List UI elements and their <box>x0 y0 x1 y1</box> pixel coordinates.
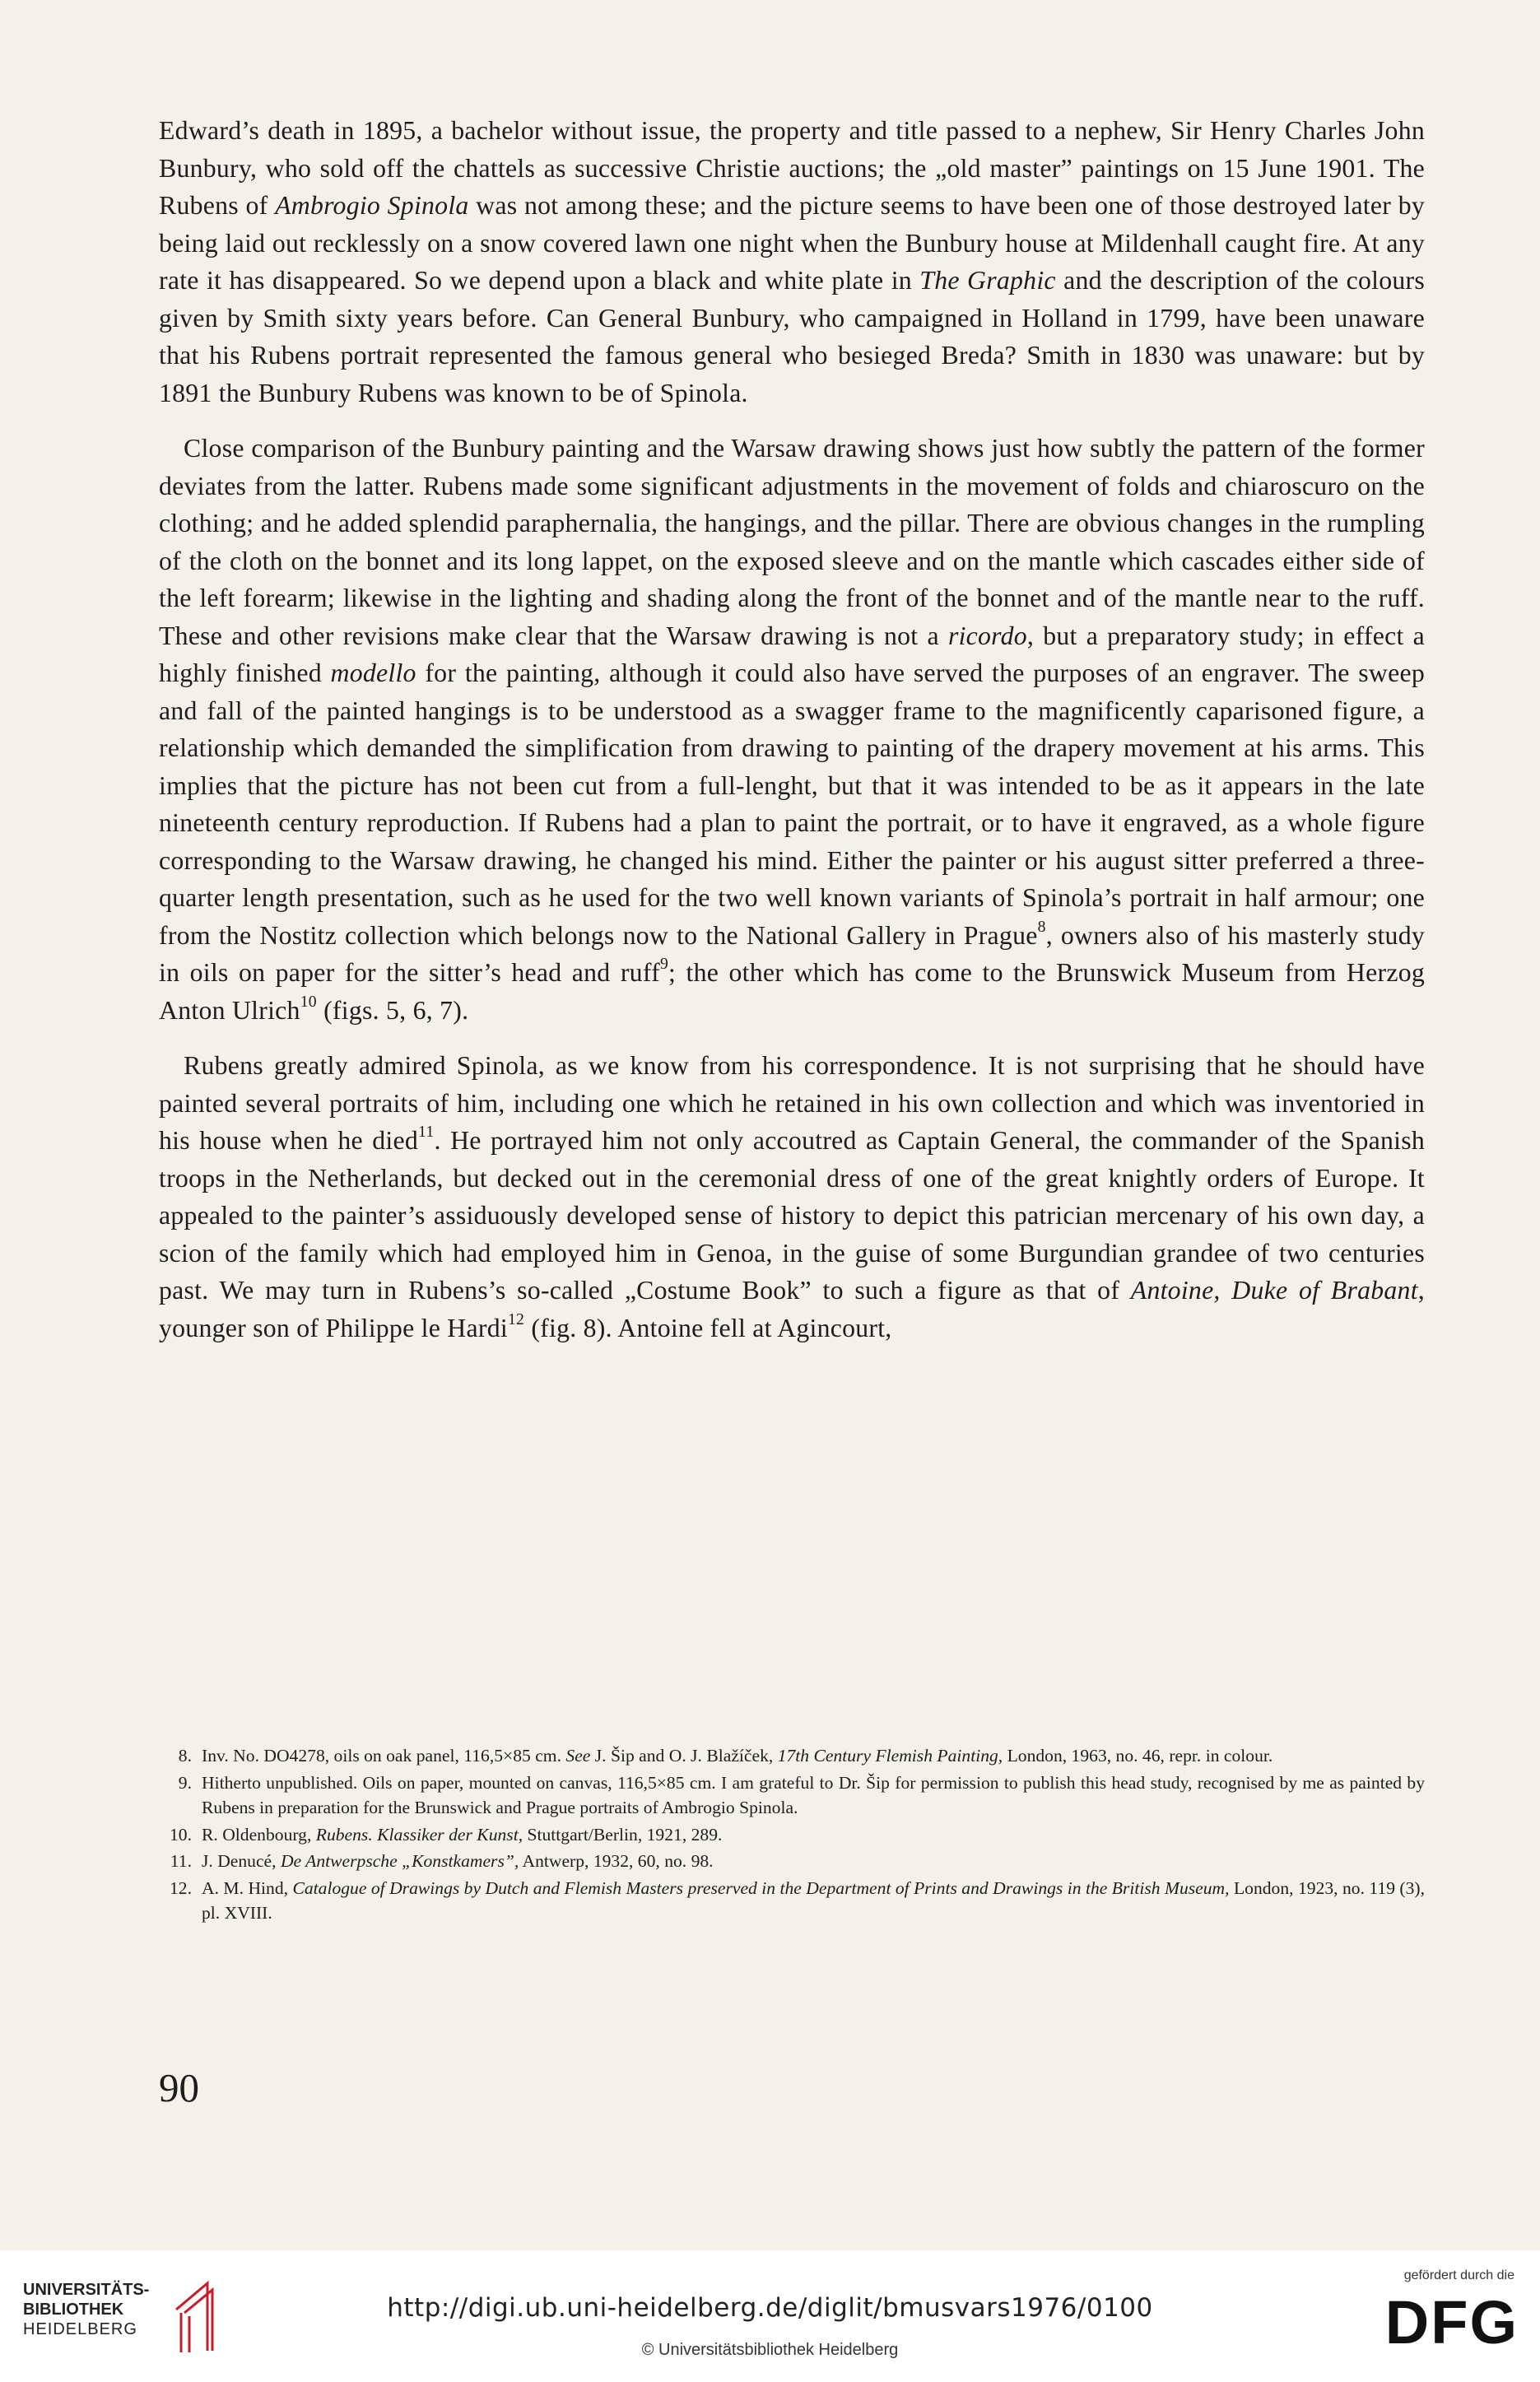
footnote-8: 8. Inv. No. DO4278, oils on oak panel, 116,5×85 cm. See J. Šip and O. J. Blažíček, 17th Century Flemish Painting, London, 1963, no. 46, repr. in colour. <box>178 1746 1273 1766</box>
footnote-ref-8: 8 <box>1037 917 1046 936</box>
footnote-11: 11. J. Denucé, De Antwerpsche „Konstkamers”, Antwerp, 1932, 60, no. 98. <box>170 1851 714 1871</box>
paragraph-3: Rubens greatly admired Spinola, as we know from his correspondence. It is not surprising that he should have painted several portraits of him, including one which he retained in his own collection and which was inventoried in his house when he died$^{11}$. He portrayed him not only accoutred as Captain General, the commander of the Spanish troops in the Netherlands, but decked out in the ceremonial dress of one of the great knightly orders of Europe. It appealed to the painter’s assiduously developed sense of history to depict this patrician mercenary of his own day, a scion of the family which had employed him in Genoa, in the guise of some Burgundian grandee of two centuries past. We may turn in Rubens’s so-called „Costume Book” to such a figure as that of Antoine, Duke of Brabant, younger son of Philippe le Hardi$^{12}$ (fig. 8). Antoine fell at Agincourt, <box>159 1051 1425 1342</box>
funded-by-label: gefördert durch die <box>1403 2268 1514 2282</box>
footnote-12: 12. A. M. Hind, Catalogue of Drawings by Dutch and Flemish Masters preserved in the Department of Prints and Drawings in the British Museum, London, 1923, no. 119 (3), pl. XVIII. <box>170 1877 1425 1923</box>
footnote-ref-11: 11 <box>418 1123 435 1142</box>
source-url-link[interactable]: http://digi.ub.uni-heidelberg.de/diglit/bmusvars1976/0100 <box>387 2293 1153 2323</box>
footnote-ref-12: 12 <box>507 1310 525 1328</box>
footnote-ref-9: 9 <box>659 955 669 974</box>
digitization-footer <box>0 2250 1540 2382</box>
footnote-ref-10: 10 <box>300 992 317 1011</box>
page-number: 90 <box>159 2065 199 2110</box>
university-library-name: UNIVERSITÄTS- BIBLIOTHEK HEIDELBERG <box>23 2281 150 2338</box>
paragraph-2: Close comparison of the Bunbury painting and the Warsaw drawing shows just how subtly the pattern of the former deviates from the latter. Rubens made some significant adjustments in the movement of folds and chiaroscuro on the clothing; and he added splendid paraphernalia, the hangings, and the pillar. There are obvious changes in the rumpling of the cloth on the bonnet and its long lappet, on the exposed sleeve and on the mantle which cascades either side of the left forearm; likewise in the lighting and shading along the front of the bonnet and of the mantle near to the ruff. These and other revisions make clear that the Warsaw drawing is not a ricordo, but a preparatory study; in effect a highly finished modello for the painting, although it could also have served the purposes of an engraver. The sweep and fall of the painted hangings is to be understood as a swagger frame to the magnificently caparisoned figure, a relationship which demanded the simplification from drawing to painting of the drapery movement at his arms. This implies that the picture has not been cut from a full-lenght, but that it was intended to be as it appears in the late nineteenth century reproduction. If Rubens had a plan to paint the portrait, or to have it engraved, as a whole figure corresponding to the Warsaw drawing, he changed his mind. Either the painter or his august sitter preferred a three-quarter length presentation, such as he used for the two well known variants of Spinola’s portrait in half armour; one from the Nostitz collection which belongs now to the National Gallery in Prague$^8$, owners also of his masterly study in oils on paper for the sitter’s head and ruff$^9$; the other which has come to the Brunswick Museum from Herzog Anton Ulrich$^{10}$ (figs. 5, 6, 7). <box>159 434 1426 1025</box>
article-body <box>159 112 1425 1365</box>
footnote-10: 10. R. Oldenbourg, Rubens. Klassiker der Kunst, Stuttgart/Berlin, 1921, 289. <box>170 1824 723 1845</box>
footnote-9: 9. Hitherto unpublished. Oils on paper, mounted on canvas, 116,5×85 cm. I am grateful to Dr. Šip for permission to publish this head study, recognised by me as painted by Rubens in preparation for the Brunswick and Prague portraits of Ambrogio Spinola. <box>178 1772 1425 1817</box>
footnotes <box>159 1743 1425 1928</box>
paragraph-1: Edward’s death in 1895, a bachelor without issue, the property and title passed to a nephew, Sir Henry Charles John Bunbury, who sold off the chattels as successive Christie auctions; the „old master” paintings on 15 June 1901. The Rubens of Ambrogio Spinola was not among these; and the picture seems to have been one of those destroyed later by being laid out recklessly on a snow covered lawn one night when the Bunbury house at Mildenhall caught fire. At any rate it has disappeared. So we depend upon a black and white plate in The Graphic and the description of the colours given by Smith sixty years before. Can General Bunbury, who campaigned in Holland in 1799, have been unaware that his Rubens portrait represented the famous general who besieged Breda? Smith in 1830 was unaware: but by 1891 the Bunbury Rubens was known to be of Spinola. <box>159 116 1426 407</box>
copyright-notice: © Universitätsbibliothek Heidelberg <box>641 2341 899 2359</box>
dfg-logo: DFG <box>1384 2288 1519 2356</box>
dfg-funding-badge[interactable] <box>1362 2267 1519 2366</box>
